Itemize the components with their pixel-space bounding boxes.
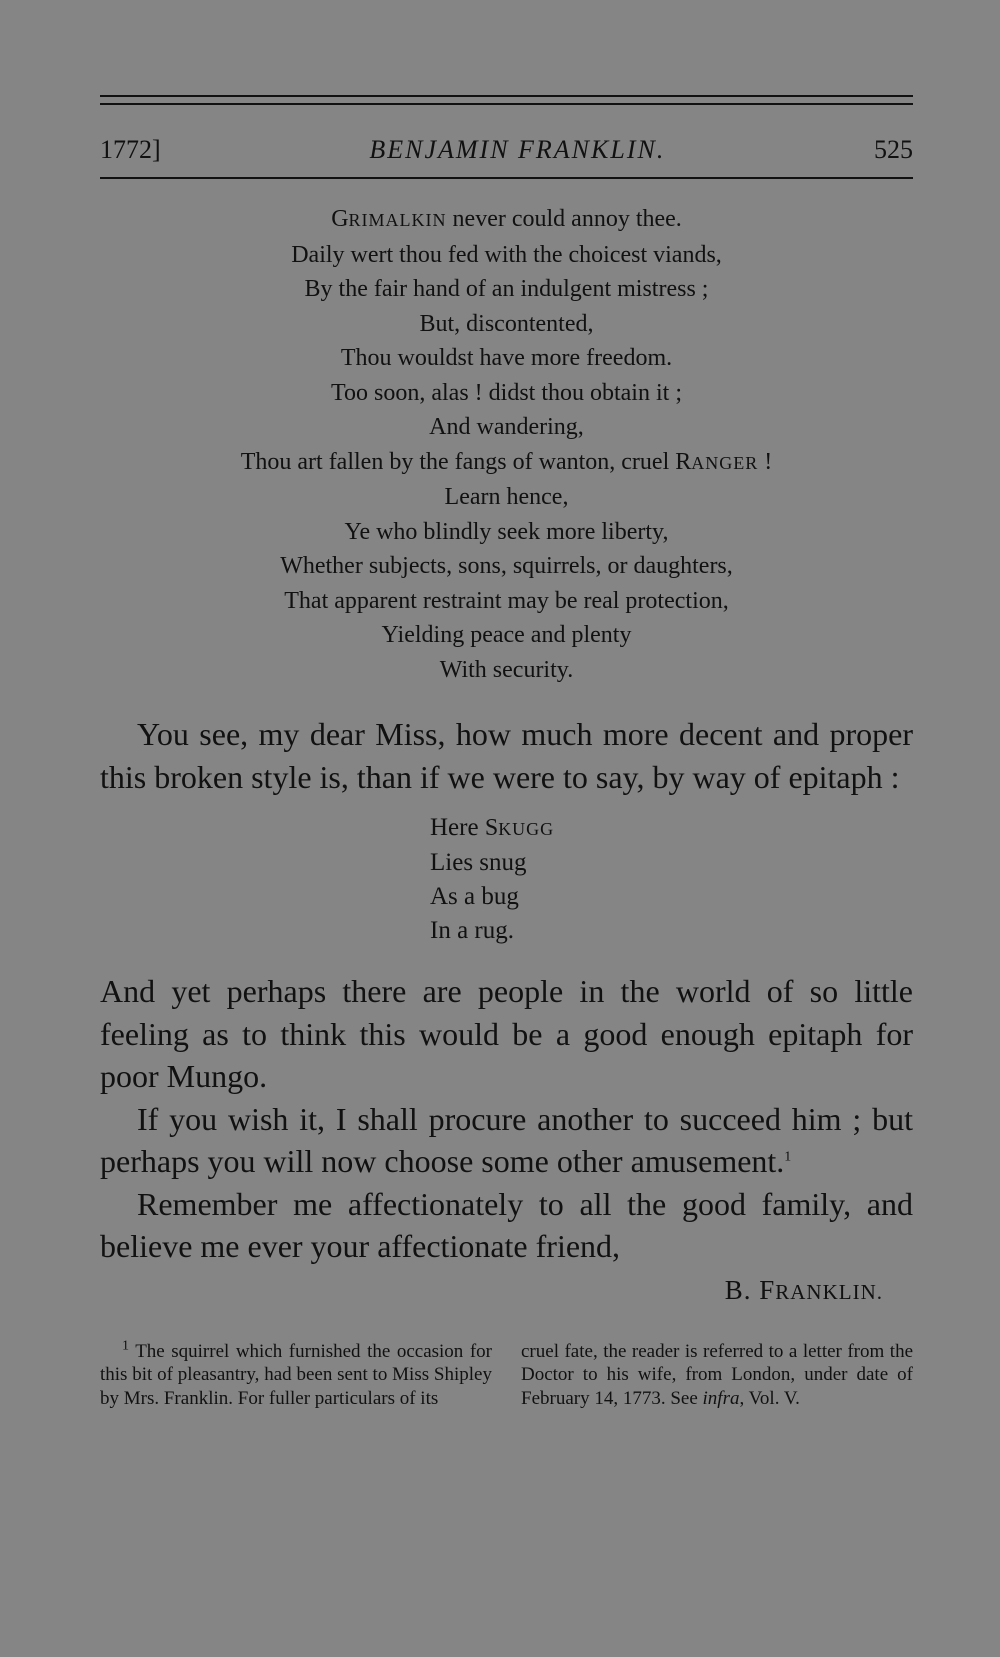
footnote-italic-text: infra (702, 1387, 740, 1409)
poem (100, 202, 913, 687)
page-number: 525 (874, 135, 913, 164)
poem-line (100, 202, 913, 238)
epitaph (430, 811, 913, 948)
poem-line: Learn hence, (444, 484, 569, 510)
footnote (100, 1340, 913, 1411)
poem-line: Yielding peace and plenty (381, 622, 632, 648)
top-double-rule (100, 95, 913, 97)
poem-line: By the fair hand of an indulgent mistress ; (304, 276, 709, 302)
header-title: BENJAMIN FRANKLIN. (369, 135, 666, 164)
poem-line: But, discontented, (419, 310, 594, 337)
running-header (100, 135, 913, 171)
epitaph-line (430, 811, 913, 846)
poem-line: Too soon, alas ! didst thou obtain it ; (331, 379, 682, 406)
small-caps-name: RANGER (675, 448, 759, 475)
page (100, 95, 913, 1410)
epitaph-line: As a bug (430, 883, 519, 910)
poem-line (100, 445, 913, 481)
footnote-text: The squirrel which furnished the occasion for this bit of pleasantry, had been sent to Miss Shipley by Mrs. Franklin. For fuller particulars of its (100, 1340, 492, 1409)
poem-line: Thou wouldst have more freedom. (340, 345, 673, 371)
signature (100, 1270, 883, 1312)
poem-line: Ye who blindly seek more liberty, (344, 518, 669, 545)
poem-line-text: ! (758, 448, 773, 475)
poem-line: Daily wert thou fed with the choicest viands, (291, 241, 722, 268)
footnote-number: 1 (122, 1338, 129, 1354)
paragraph-text: If you wish it, I shall procure another to succeed him ; but perhaps you will now choose some other amusement. (100, 1100, 913, 1179)
paragraph: You see, my dear Miss, how much more decent and proper this broken style is, than if we were to say, by way of epitaph : (100, 716, 913, 795)
epitaph-line: Lies snug (430, 849, 527, 876)
header-year: 1772] (100, 135, 161, 164)
poem-line: That apparent restraint may be real protection, (284, 587, 729, 614)
poem-line: With security. (439, 656, 574, 683)
paragraph: Remember me affectionately to all the good family, and believe me ever your affectionate friend, (100, 1185, 913, 1264)
signature-rest: RANKLIN. (775, 1279, 883, 1304)
signature-initial: B. F (724, 1274, 776, 1305)
poem-line-text: Thou art fallen by the fangs of wanton, cruel (240, 448, 676, 475)
header-rule (100, 177, 913, 179)
footnote-left-column (100, 1340, 492, 1411)
small-caps-name: GRIMALKIN (331, 206, 447, 232)
paragraph (100, 1098, 913, 1183)
footnote-right-column (521, 1340, 913, 1411)
footnote-text: , Vol. V. (739, 1387, 800, 1409)
footnote-text: cruel fate, the reader is referred to a letter from the Doctor to his wife, from London, under date of February 14, 1773. See (521, 1340, 913, 1409)
poem-line: And wandering, (429, 414, 584, 440)
epitaph-line-text: Here (430, 814, 485, 841)
epitaph-line: In a rug. (430, 917, 514, 944)
top-rule (100, 103, 913, 105)
poem-line: Whether subjects, sons, squirrels, or daughters, (280, 553, 733, 579)
footnote-marker: 1 (784, 1149, 792, 1165)
paragraph: And yet perhaps there are people in the world of so little feeling as to think this would be a good enough epitaph for poor Mungo. (100, 973, 913, 1094)
small-caps-name: SKUGG (484, 815, 555, 841)
poem-line-text: never could annoy thee. (446, 206, 682, 232)
